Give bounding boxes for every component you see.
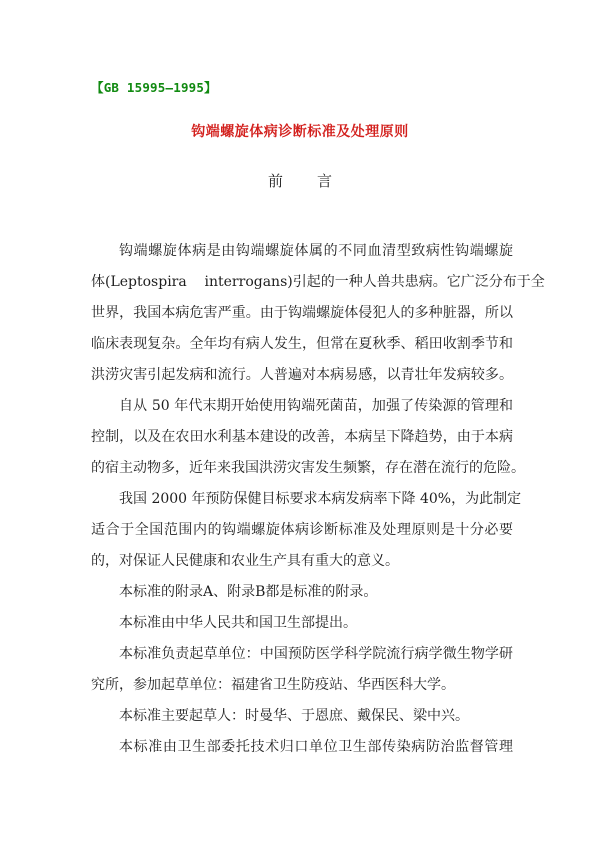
- paragraph-line: 本标准由中华人民共和国卫生部提出。: [119, 615, 357, 631]
- paragraph-line: 钩端螺旋体病是由钩端螺旋体属的不同血清型致病性钩端螺旋: [119, 243, 513, 259]
- section-heading-char-1: 前: [267, 172, 283, 190]
- paragraph-line: 的宿主动物多，近年来我国洪涝灾害发生频繁，存在潜在流行的危险。: [91, 460, 525, 476]
- paragraph-line: 本标准负责起草单位：中国预防医学科学院流行病学微生物学研: [119, 646, 513, 662]
- paragraph-2: [91, 391, 525, 484]
- document-title: 钩端螺旋体病诊断标准及处理原则: [191, 124, 409, 140]
- paragraph-3: [91, 484, 522, 577]
- paragraph-5: [91, 608, 513, 639]
- paragraph-line: 的，对保证人民健康和农业生产具有重大的意义。: [91, 553, 399, 569]
- paragraph-line: 我国 2000 年预防保健目标要求本病发病率下降 40%，为此制定: [119, 491, 522, 507]
- paragraph-8: [91, 732, 513, 763]
- body-text: [91, 236, 545, 763]
- paragraph-line: 临床表现复杂。全年均有病人发生，但常在夏秋季、稻田收割季节和: [91, 336, 513, 352]
- paragraph-line: 世界，我国本病危害严重。由于钩端螺旋体侵犯人的多种脏器，所以: [91, 305, 513, 321]
- paragraph-line: 本标准由卫生部委托技术归口单位卫生部传染病防治监督管理: [119, 739, 513, 755]
- paragraph-line: 适合于全国范围内的钩端螺旋体病诊断标准及处理原则是十分必要: [91, 522, 513, 538]
- paragraph-line: 本标准的附录A、附录B都是标准的附录。: [119, 584, 378, 600]
- paragraph-line: 自从 50 年代末期开始使用钩端死菌苗，加强了传染源的管理和: [119, 398, 513, 414]
- paragraph-line: 究所，参加起草单位：福建省卫生防疫站、华西医科大学。: [91, 677, 455, 693]
- paragraph-line: 控制，以及在农田水利基本建设的改善，本病呈下降趋势，由于本病: [91, 429, 513, 445]
- paragraph-line: 洪涝灾害引起发病和流行。人普遍对本病易感，以青壮年发病较多。: [91, 367, 513, 383]
- section-heading-foreword: [0, 170, 600, 191]
- section-heading-char-2: 言: [317, 172, 333, 190]
- standard-code: 【GB 15995—1995】: [91, 80, 217, 95]
- paragraph-1: [91, 236, 545, 391]
- paragraph-7: [91, 701, 513, 732]
- paragraph-4: [91, 577, 513, 608]
- paragraph-line: 体(Leptospira interrogans)引起的一种人兽共患病。它广泛分布于全: [91, 274, 545, 290]
- paragraph-6: [91, 639, 513, 701]
- paragraph-line: 本标准主要起草人：时曼华、于恩庶、戴保民、梁中兴。: [119, 708, 469, 724]
